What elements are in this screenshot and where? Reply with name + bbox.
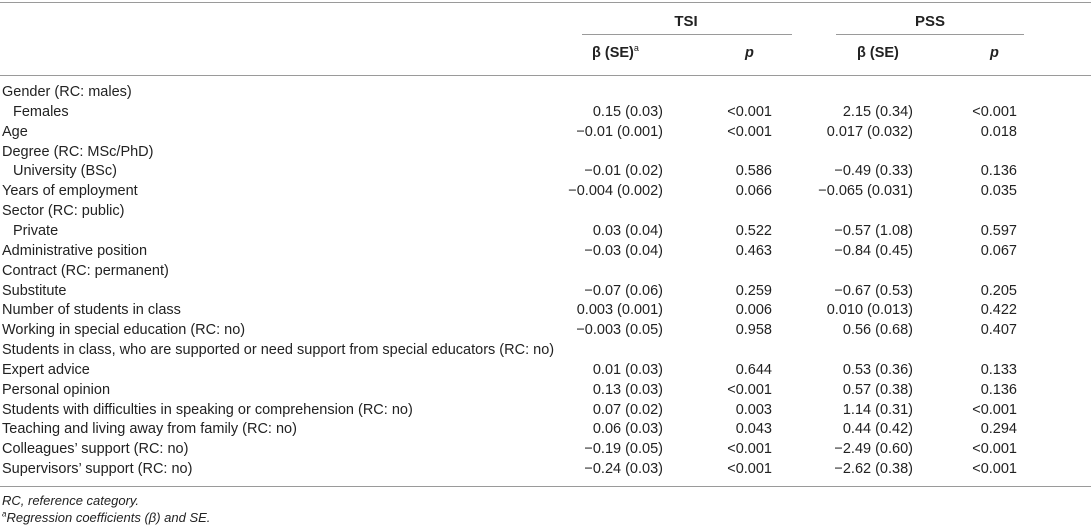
row-label: Students in class, who are supported or need support from special educators (RC: no) [2,342,555,359]
tsi-p-cell: <0.001 [727,103,772,120]
group-underline-tsi [582,34,792,35]
pss-beta-cell: −0.84 (0.45) [834,242,913,259]
tsi-beta-cell: −0.24 (0.03) [584,461,663,478]
tsi-beta-cell: 0.003 (0.001) [576,302,663,319]
pss-beta-cell: 0.56 (0.68) [842,322,913,339]
row-label: Colleagues’ support (RC: no) [2,441,189,458]
tsi-p-cell: 0.259 [735,282,772,299]
pss-beta-cell: 0.017 (0.032) [826,123,913,140]
pss-p-cell: 0.133 [980,361,1017,378]
table-row [0,402,1091,422]
footnote-rc: RC, reference category. [2,493,140,508]
table-row [0,223,1091,243]
row-label: Number of students in class [2,302,181,319]
row-label: Teaching and living away from family (RC: no) [2,421,297,438]
pss-p-cell: 0.018 [980,123,1017,140]
pss-p-cell: 0.422 [980,302,1017,319]
pss-p-cell: 0.136 [980,381,1017,398]
pss-beta-cell: 0.44 (0.42) [842,421,913,438]
row-label: University (BSc) [13,163,117,180]
pss-p-cell: 0.067 [980,242,1017,259]
group-header-pss: PSS [914,13,945,30]
pss-p-cell: 0.407 [980,322,1017,339]
row-label: Expert advice [2,361,90,378]
pss-beta-cell: 0.010 (0.013) [826,302,913,319]
table-row [0,163,1091,183]
table-row [0,362,1091,382]
table-row [0,382,1091,402]
tsi-beta-cell: −0.07 (0.06) [584,282,663,299]
table-row [0,84,1091,104]
table-row [0,263,1091,283]
row-label: Substitute [2,282,67,299]
table-row [0,421,1091,441]
pss-p-cell: 0.294 [980,421,1017,438]
bottom-rule [0,486,1091,487]
pss-p-cell: 0.597 [980,222,1017,239]
row-label: Students with difficulties in speaking or comprehension (RC: no) [2,401,413,418]
tsi-p-cell: <0.001 [727,123,772,140]
tsi-p-cell: 0.522 [735,222,772,239]
table-row [0,124,1091,144]
pss-p-cell: <0.001 [972,103,1017,120]
top-rule [0,2,1091,3]
row-label: Sector (RC: public) [2,203,125,220]
row-label: Administrative position [2,242,148,259]
tsi-p-cell: 0.006 [735,302,772,319]
tsi-p-cell: 0.958 [735,322,772,339]
pss-beta-cell: 1.14 (0.31) [842,401,913,418]
row-label: Gender (RC: males) [2,84,132,100]
group-header-tsi: TSI [674,13,698,30]
tsi-beta-cell: 0.01 (0.03) [592,361,663,378]
col-header-beta-pss: β (SE) [857,45,899,61]
row-label: Private [13,222,59,239]
pss-p-cell: <0.001 [972,461,1017,478]
tsi-p-cell: 0.586 [735,163,772,180]
tsi-p-cell: 0.043 [735,421,772,438]
tsi-beta-cell: 0.13 (0.03) [592,381,663,398]
table-row [0,243,1091,263]
row-label: Years of employment [2,183,138,200]
table-row [0,283,1091,303]
pss-beta-cell: −2.62 (0.38) [834,461,913,478]
tsi-beta-cell: −0.01 (0.02) [584,163,663,180]
row-label: Age [2,123,28,140]
pss-p-cell: <0.001 [972,401,1017,418]
tsi-beta-cell: −0.004 (0.002) [568,183,663,200]
footnote-regression: $^a$Regression coefficients (β) and SE. [2,509,211,525]
tsi-beta-cell: 0.07 (0.02) [592,401,663,418]
pss-beta-cell: −0.57 (1.08) [834,222,913,239]
table-row [0,203,1091,223]
col-header-p-pss: p [990,45,999,61]
tsi-beta-cell: 0.15 (0.03) [592,103,663,120]
tsi-p-cell: 0.003 [735,401,772,418]
pss-p-cell: 0.136 [980,163,1017,180]
pss-beta-cell: 0.53 (0.36) [842,361,913,378]
tsi-beta-cell: 0.06 (0.03) [592,421,663,438]
tsi-p-cell: <0.001 [727,461,772,478]
table-row [0,104,1091,124]
col-header-p-tsi: p [745,45,754,61]
table-row [0,441,1091,461]
tsi-beta-cell: −0.03 (0.04) [584,242,663,259]
tsi-p-cell: <0.001 [727,441,772,458]
tsi-beta-cell: −0.003 (0.05) [576,322,663,339]
pss-beta-cell: −2.49 (0.60) [834,441,913,458]
row-label: Supervisors’ support (RC: no) [2,461,193,478]
pss-beta-cell: 2.15 (0.34) [842,103,913,120]
table-row [0,183,1091,203]
table-row [0,342,1091,362]
header-rule [0,75,1091,76]
table-row [0,461,1091,481]
row-label: Females [13,103,69,120]
tsi-beta-cell: −0.01 (0.001) [576,123,663,140]
row-label: Working in special education (RC: no) [2,322,246,339]
tsi-p-cell: <0.001 [727,381,772,398]
row-label: Contract (RC: permanent) [2,262,169,279]
pss-beta-cell: −0.49 (0.33) [834,163,913,180]
tsi-p-cell: 0.644 [735,361,772,378]
table-row [0,144,1091,164]
table-row [0,322,1091,342]
tsi-beta-cell: −0.19 (0.05) [584,441,663,458]
row-label: Personal opinion [2,381,111,398]
tsi-beta-cell: 0.03 (0.04) [592,222,663,239]
pss-p-cell: 0.205 [980,282,1017,299]
row-label: Degree (RC: MSc/PhD) [2,143,154,160]
tsi-p-cell: 0.066 [735,183,772,200]
col-header-beta-tsi: β (SE)$^a$ [592,43,639,61]
group-underline-pss [836,34,1024,35]
tsi-p-cell: 0.463 [735,242,772,259]
pss-beta-cell: −0.065 (0.031) [818,183,913,200]
table-row [0,302,1091,322]
pss-beta-cell: −0.67 (0.53) [834,282,913,299]
pss-beta-cell: 0.57 (0.38) [842,381,913,398]
pss-p-cell: <0.001 [972,441,1017,458]
pss-p-cell: 0.035 [980,183,1017,200]
